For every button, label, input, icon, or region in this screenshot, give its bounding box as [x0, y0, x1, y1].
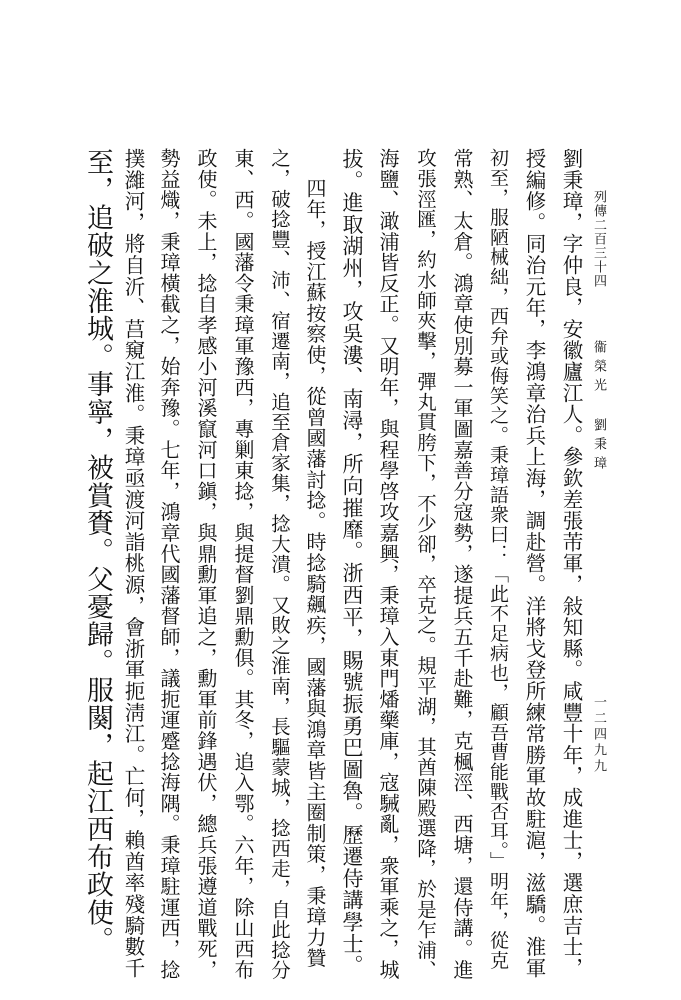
text-column: 拔。進取湖州，攻吳漊、南潯，所向摧靡。浙西平，賜號振勇巴圖魯。歷遷侍講學士。: [340, 148, 364, 977]
text-column: 撲濰河，將自沂、莒窺江淮。秉璋亟渡河詣桃源，會浙軍扼淸江。亡何，賴酋率殘騎數千: [121, 148, 145, 979]
page-number: 一二四九九: [591, 695, 606, 775]
text-column: 海鹽、澉浦皆反正。又明年，與程學啓攻嘉興，秉璋入東門燔藥庫，寇駴亂，衆軍乘之，城: [376, 148, 400, 980]
text-column: 授編修。同治元年，李鴻章治兵上海，調赴營。洋將戈登所練常勝軍故駐滬，滋驕。淮軍: [522, 148, 546, 979]
text-column: 勢益熾，秉璋橫截之，始奔豫。七年，鴻章代國藩督師，議扼運蹙捻海隅。秉璋駐運西，捻: [157, 148, 181, 980]
text-column: 政使。未上，捻自孝感小河溪竄河口鎭，與鼎勳軍追之，勳軍前鋒遇伏，總兵張遵道戰死，: [194, 148, 218, 980]
text-column: 至，追破之淮城。事寧，被賞賚。父憂歸。服闋，起江西布政使。: [82, 148, 113, 955]
running-head-book: 列傳二百三十四: [591, 190, 606, 288]
text-column: 之，破捻豐、沛、宿遷南，追至倉家集，捻大潰。又敗之淮南，長驅蒙城，捻西走，自此捻分: [268, 148, 291, 981]
text-column: 劉秉璋，字仲良，安徽廬江人。參欽差張芾軍，敍知縣。咸豐十年，成進士，選庶吉士，: [559, 148, 583, 979]
text-column: 常熟、太倉。鴻章使別募一軍圖嘉善分寇勢，遂提兵五千赴難，克楓涇、西塘，還侍講。進: [450, 148, 474, 980]
text-column: 四年，授江蘇按察使，從曾國藩討捻。時捻騎飆疾，國藩與鴻章皆主圈制策，秉璋力贊: [303, 178, 327, 969]
text-column: 攻張涇匯，約水師夾擊，彈丸貫胯下，不少卻，卒克之。規平湖，其酋陳殿選降，於是乍浦、: [414, 148, 437, 981]
text-column: 初至，服陋械絀，西弁或侮笑之。秉璋語衆曰：「此不足病也，顧吾曹能戰否耳。」明年，從克: [487, 148, 509, 971]
text-column: 東、西。國藩令秉璋軍豫西，專剿東捻，與提督劉鼎勳俱。其冬，追入鄂。六年，除山西布: [231, 148, 255, 980]
running-head-subject: 衞榮光 劉秉璋: [591, 340, 606, 475]
